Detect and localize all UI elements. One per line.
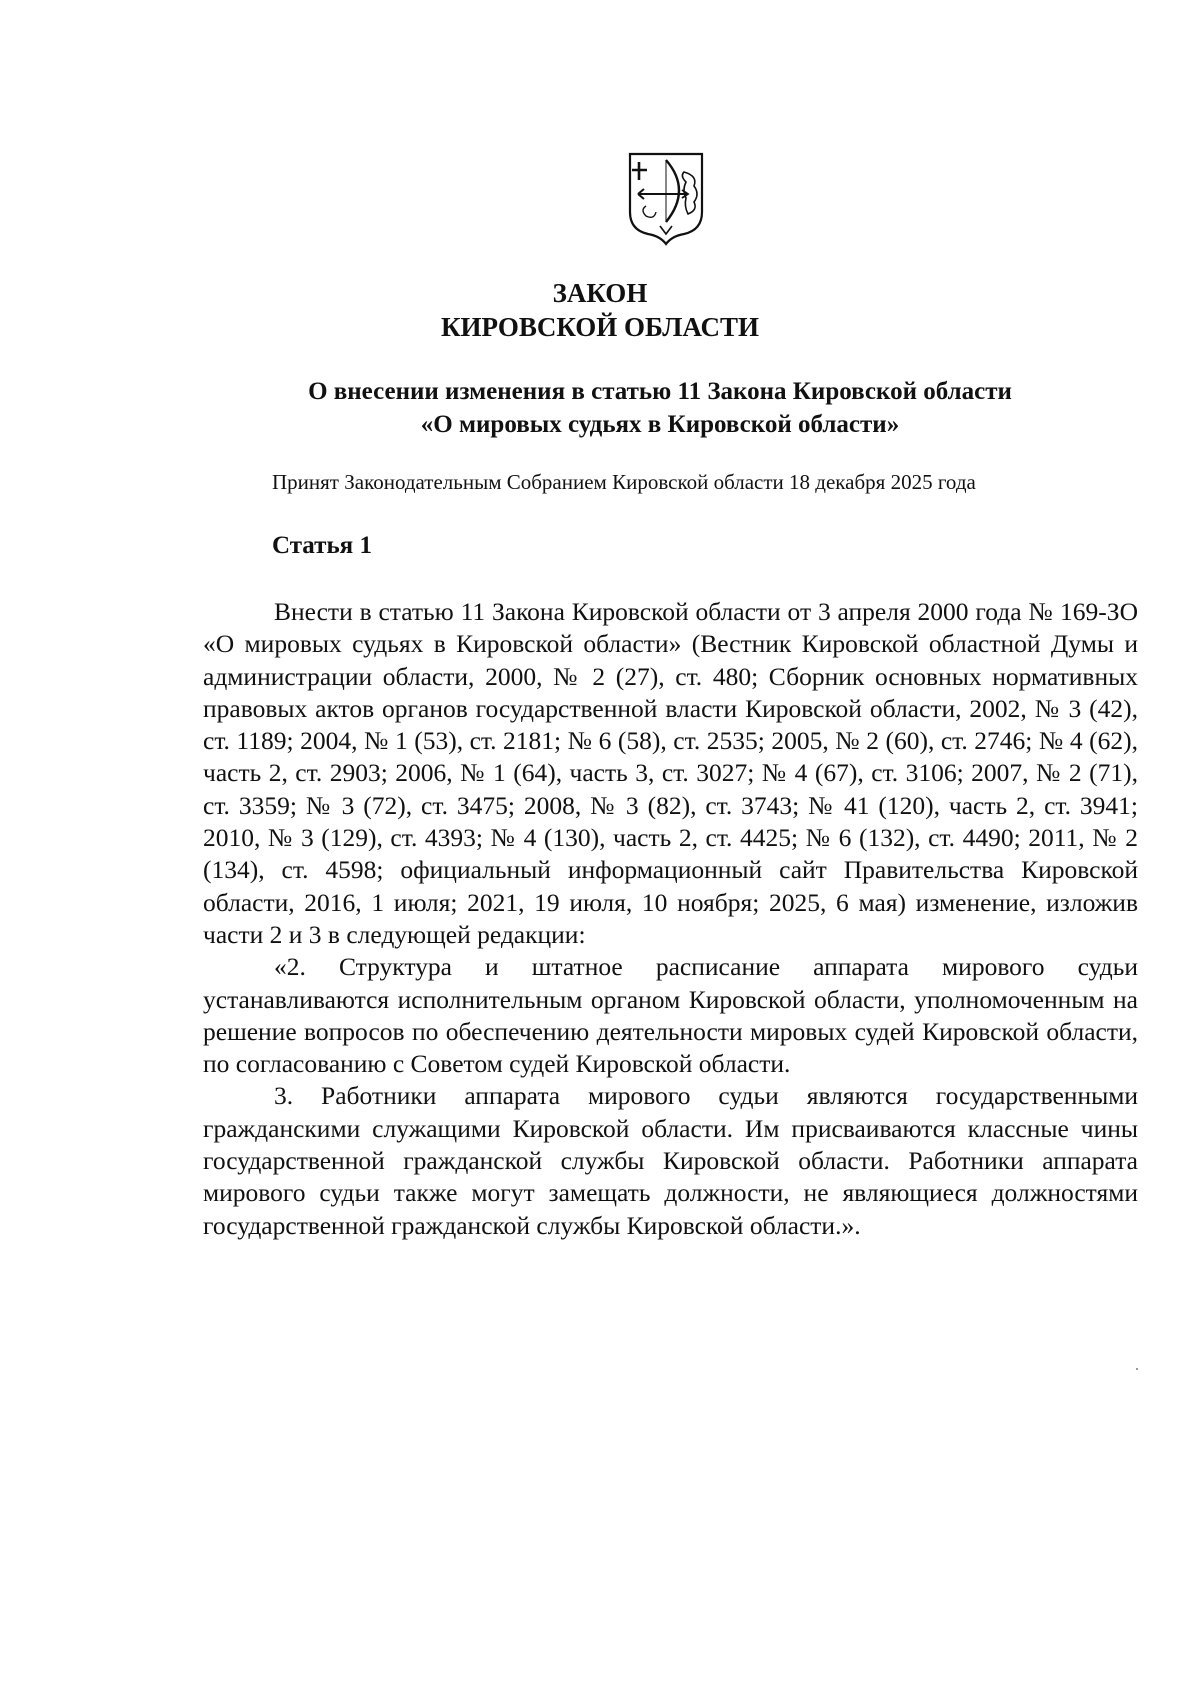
article-paragraph: 3. Работники аппарата мирового судьи являются государственными гражданскими служащими Кировской области. Им присваиваются классные чины государственной гражданской службы Кировской области. Работники аппарата мирового судьи также могут замещать должности, не являющиеся должностями государственной гражданской службы Кировской области.». — [203, 1081, 1138, 1240]
article-heading: Статья 1 — [272, 532, 372, 559]
law-subject-line-2: «О мировых судьях в Кировской области» — [420, 411, 900, 438]
article-body — [203, 596, 1138, 1242]
article-paragraph: Внести в статью 11 Закона Кировской области от 3 апреля 2000 года № 169-ЗО «О мировых судьях в Кировской области» (Вестник Кировской областной Думы и администрации области, 2000, № 2 (27), ст. 480; Сборник основных нормативных правовых актов органов государственной власти Кировской области, 2002, № 3 (42), ст. 1189; 2004, № 1 (53), ст. 2181; № 6 (58), ст. 2535; 2005, № 2 (60), ст. 2746; № 4 (62), часть 2, ст. 2903; 2006, № 1 (64), часть 3, ст. 3027; № 4 (67), ст. 3106; 2007, № 2 (71), ст. 3359; № 3 (72), ст. 3475; 2008, № 3 (82), ст. 3743; № 41 (120), часть 2, ст. 3941; 2010, № 3 (129), ст. 4393; № 4 (130), часть 2, ст. 4425; № 6 (132), ст. 4490; 2011, № 2 (134), ст. 4598; официальный информационный сайт Правительства Кировской области, 2016, 1 июля; 2021, 19 июля, 10 ноября; 2025, 6 мая) изменение, изложив части 2 и 3 в следующей редакции: — [203, 597, 1138, 949]
adoption-note: Принят Законодательным Собранием Кировской области 18 декабря 2025 года — [272, 470, 976, 494]
law-subject-line-1: О внесении изменения в статью 11 Закона Кировской области — [308, 378, 1012, 405]
article-paragraph: «2. Структура и штатное расписание аппарата мирового судьи устанавливаются исполнительным органом Кировской области, уполномоченным на решение вопросов по обеспечению деятельности мировых судей Кировской области, по согласованию с Советом судей Кировской области. — [203, 952, 1138, 1079]
kirov-coat-of-arms-icon — [626, 150, 706, 246]
document-type-title: ЗАКОН — [552, 278, 648, 308]
scan-speck — [1136, 1368, 1138, 1370]
region-title: КИРОВСКОЙ ОБЛАСТИ — [440, 312, 760, 342]
